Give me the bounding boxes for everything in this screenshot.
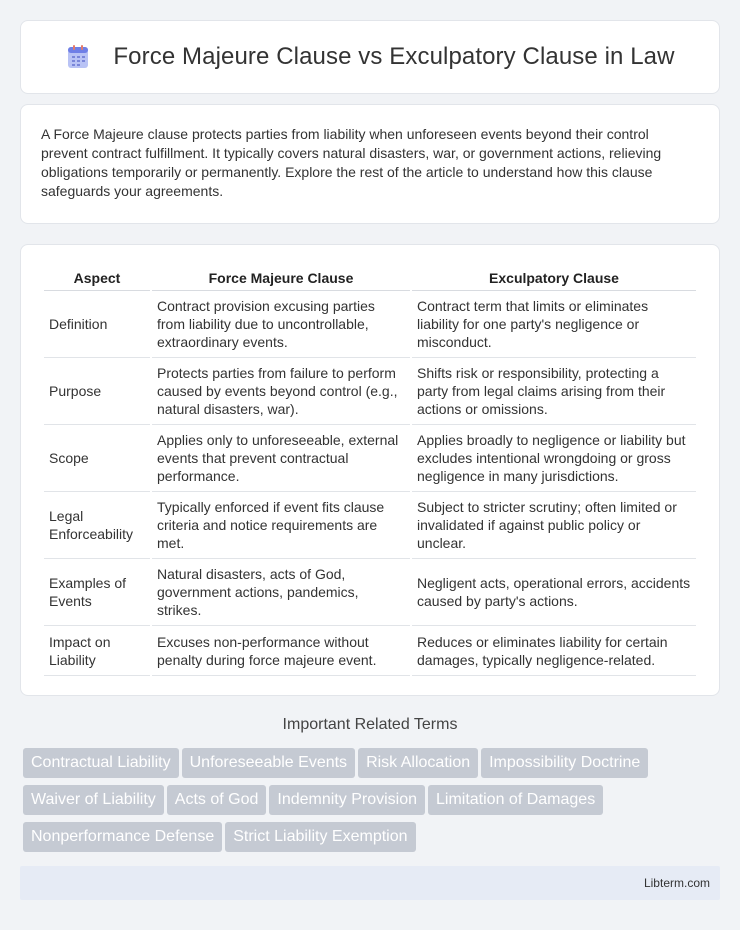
intro-text: A Force Majeure clause protects parties from liability when unforeseen events beyond their control prevent contract fulfillment. It typically covers natural disasters, war, or government actions, relieving obligations temporarily or permanently. Explore the rest of the article to understand how this clause safeguards your agreements. <box>41 126 662 199</box>
exculpatory-cell: Shifts risk or responsibility, protecting a party from legal claims arising from their actions or omissions. <box>412 358 696 425</box>
column-header-aspect: Aspect <box>44 265 150 291</box>
tag-impossibility-doctrine[interactable]: Impossibility Doctrine <box>481 748 648 778</box>
intro-card <box>20 104 720 224</box>
row-aspect: Legal Enforceability <box>44 492 150 559</box>
related-terms-tags <box>23 748 723 859</box>
tag-unforeseeable-events[interactable]: Unforeseeable Events <box>182 748 355 778</box>
table-row <box>44 358 696 425</box>
exculpatory-cell: Applies broadly to negligence or liability but excludes intentional wrongdoing or gross negligence in many jurisdictions. <box>412 425 696 492</box>
row-aspect: Impact on Liability <box>44 626 150 676</box>
exculpatory-cell: Negligent acts, operational errors, accidents caused by party's actions. <box>412 559 696 626</box>
tag-waiver-of-liability[interactable]: Waiver of Liability <box>23 785 164 815</box>
row-aspect: Examples of Events <box>44 559 150 626</box>
tag-acts-of-god[interactable]: Acts of God <box>167 785 267 815</box>
title-card <box>20 20 720 94</box>
exculpatory-cell: Reduces or eliminates liability for certain damages, typically negligence-related. <box>412 626 696 676</box>
table-row <box>44 559 696 626</box>
row-aspect: Scope <box>44 425 150 492</box>
column-header-force-majeure: Force Majeure Clause <box>152 265 410 291</box>
tag-strict-liability-exemption[interactable]: Strict Liability Exemption <box>225 822 415 852</box>
related-terms-title: Important Related Terms <box>282 716 458 733</box>
table-header-row <box>44 265 696 291</box>
row-aspect: Definition <box>44 291 150 358</box>
footer <box>20 866 720 900</box>
force-majeure-cell: Applies only to unforeseeable, external events that prevent contractual performance. <box>152 425 410 492</box>
document-icon <box>65 44 91 70</box>
column-header-exculpatory: Exculpatory Clause <box>412 265 696 291</box>
table-row <box>44 492 696 559</box>
force-majeure-cell: Excuses non-performance without penalty during force majeure event. <box>152 626 410 676</box>
table-row <box>44 425 696 492</box>
force-majeure-cell: Natural disasters, acts of God, government actions, pandemics, strikes. <box>152 559 410 626</box>
force-majeure-cell: Typically enforced if event fits clause criteria and notice requirements are met. <box>152 492 410 559</box>
comparison-table <box>42 265 698 676</box>
table-row <box>44 291 696 358</box>
force-majeure-cell: Contract provision excusing parties from liability due to uncontrollable, extraordinary events. <box>152 291 410 358</box>
exculpatory-cell: Subject to stricter scrutiny; often limited or invalidated if against public policy or unclear. <box>412 492 696 559</box>
table-row <box>44 626 696 676</box>
tag-nonperformance-defense[interactable]: Nonperformance Defense <box>23 822 222 852</box>
tag-risk-allocation[interactable]: Risk Allocation <box>358 748 478 778</box>
tag-contractual-liability[interactable]: Contractual Liability <box>23 748 179 778</box>
footer-site-link[interactable]: Libterm.com <box>643 876 710 890</box>
tag-limitation-of-damages[interactable]: Limitation of Damages <box>428 785 603 815</box>
tag-indemnity-provision[interactable]: Indemnity Provision <box>269 785 425 815</box>
force-majeure-cell: Protects parties from failure to perform caused by events beyond control (e.g., natural disasters, war). <box>152 358 410 425</box>
exculpatory-cell: Contract term that limits or eliminates liability for one party's negligence or misconduct. <box>412 291 696 358</box>
page-title: Force Majeure Clause vs Exculpatory Clause in Law <box>113 43 675 70</box>
comparison-table-card <box>20 244 720 696</box>
row-aspect: Purpose <box>44 358 150 425</box>
